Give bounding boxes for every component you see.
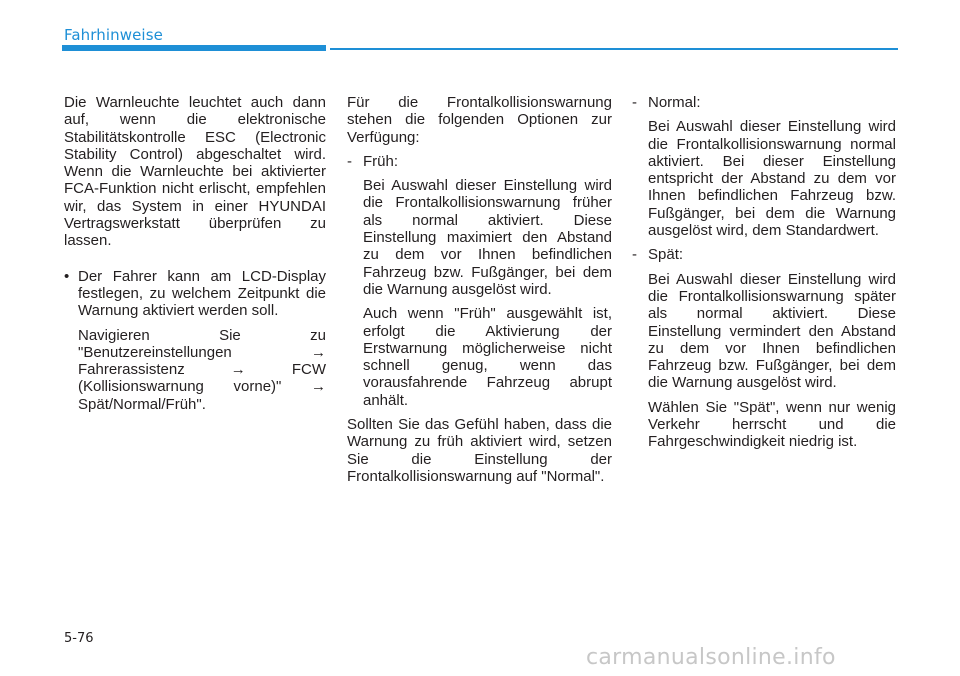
option-late-text: Bei Auswahl dieser Einstellung wird die Frontalkollisionswarnung später als normal aktiviert. Diese Einstellung vermindert den Abstand zu dem vor Ihnen befindlichen Fahrzeug bzw. Fußgänger, bei dem die Warnung ausgelöst wird. (648, 270, 896, 392)
right-column (632, 94, 896, 451)
page-number: 5-76 (64, 631, 94, 646)
option-normal-label: Normal: (648, 94, 701, 111)
dash-icon: - (347, 152, 352, 170)
nav-line: Navigieren Sie zu (78, 326, 326, 344)
option-late (632, 246, 896, 263)
middle-column (347, 94, 612, 485)
option-late-note: Wählen Sie "Spät", wenn nur wenig Verkehr herrscht und die Fahrgeschwindigkeit niedrig ist. (648, 398, 896, 451)
left-column (64, 94, 326, 413)
options-outro: Sollten Sie das Gefühl haben, dass die Warnung zu früh aktiviert wird, setzen Sie die Einstellung der Frontalkollisionswarnung auf "Normal". (347, 416, 612, 485)
dash-icon: - (632, 94, 637, 111)
nav-line: Spät/Normal/Früh". (78, 395, 206, 413)
nav-line: Fahrerassistenz → FCW (78, 361, 326, 379)
bullet-item (64, 268, 326, 320)
option-early-text: Bei Auswahl dieser Einstellung wird die Frontalkollisionswarnung früher als normal aktiviert. Diese Einstellung maximiert den Abstand zu dem vor Ihnen befindlichen Fahrzeug bzw. Fußgänger, bei dem die Warnung ausgelöst wird. (363, 177, 612, 298)
options-intro: Für die Frontalkollisionswarnung stehen die folgenden Optionen zur Verfügung: (347, 94, 612, 146)
watermark: carmanualsonline.info (586, 645, 836, 670)
nav-line: "Benutzereinstellungen → (78, 343, 326, 361)
header-accent-bar (62, 45, 326, 51)
option-early-note: Auch wenn "Früh" ausgewählt ist, erfolgt die Aktivierung der Erstwarnung möglicherweise nicht schnell genug, wenn das vorausfahrende Fahrzeug abrupt anhält. (363, 305, 612, 409)
bullet-icon: • (64, 267, 70, 285)
option-normal-text: Bei Auswahl dieser Einstellung wird die Frontalkollisionswarnung normal aktiviert. Bei dieser Einstellung entspricht der Abstand zu dem vor Ihnen befindlichen Fahrzeug bzw. Fußgänger, bei dem die Warnung ausgelöst wird, dem Standardwert. (648, 118, 896, 240)
option-normal (632, 94, 896, 111)
nav-line: (Kollisionswarnung vorne)" → (78, 378, 326, 396)
navigation-path (64, 327, 326, 413)
header-rule (330, 48, 898, 50)
dash-icon: - (632, 246, 637, 264)
option-early-label: Früh: (363, 152, 399, 170)
warning-light-paragraph: Die Warnleuchte leuchtet auch dann auf, wenn die elektronische Stabilitätskontrolle ESC (Electronic Stability Control) abgeschaltet wird. Wenn die Warnleuchte bei aktivierter FCA-Funktion nicht erlischt, empfehlen wir, das System in einer HYUNDAI Vertragswerkstatt überprüfen zu lassen. (64, 94, 326, 250)
option-late-label: Spät: (648, 246, 684, 264)
bullet-text: Der Fahrer kann am LCD-Display festlegen, zu welchem Zeitpunkt die Warnung aktiviert werden soll. (78, 267, 326, 320)
section-title: Fahrhinweise (64, 26, 163, 44)
option-early (347, 153, 612, 170)
